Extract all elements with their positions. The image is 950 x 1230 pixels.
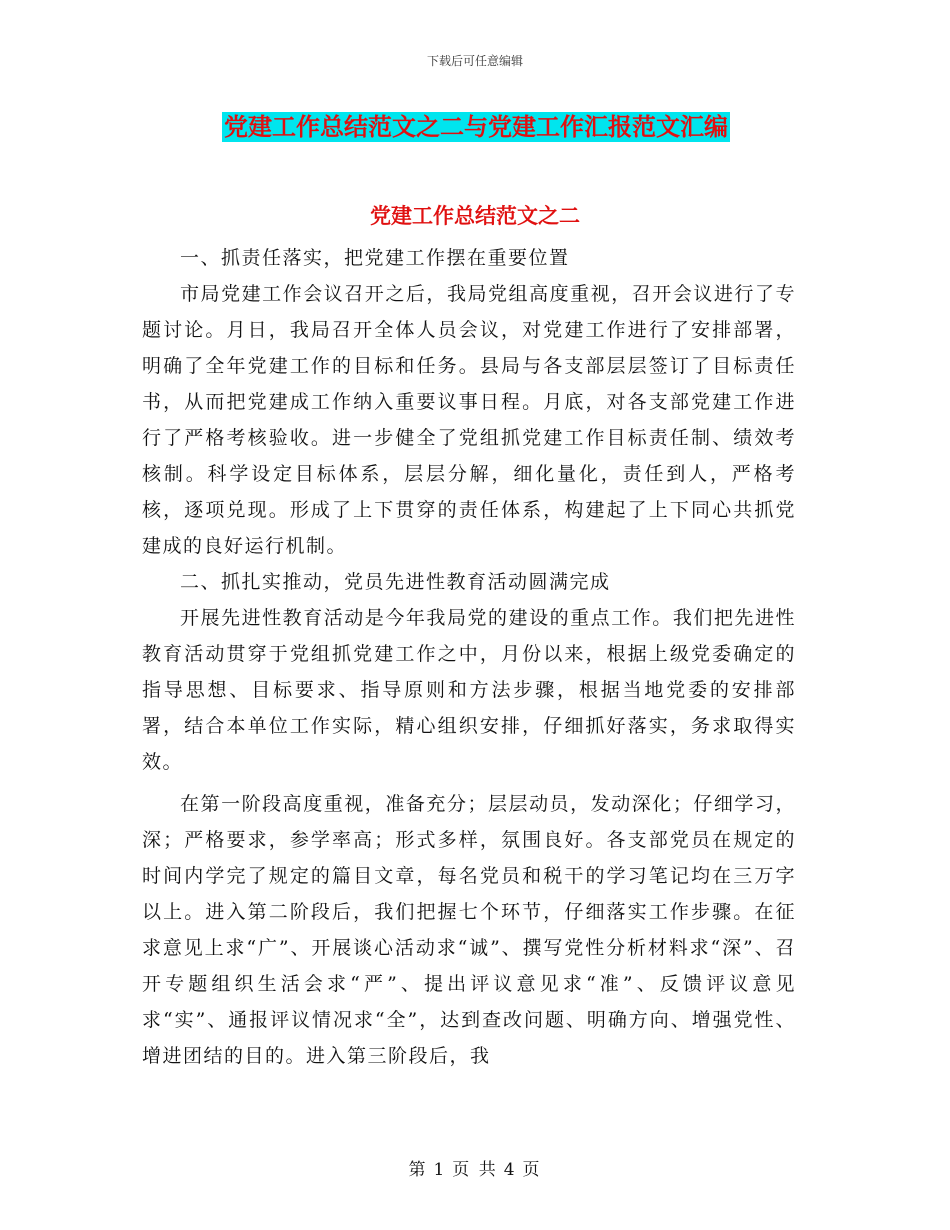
heading-2: 二、抓扎实推动，党员先进性教育活动圆满完成 xyxy=(180,571,611,593)
footer-prefix: 第 xyxy=(408,1160,428,1180)
footer-current-page: 1 xyxy=(433,1160,447,1180)
document-body xyxy=(142,222,796,1074)
paragraph-2: 开展先进性教育活动是今年我局党的建设的重点工作。我们把先进性教育活动贯穿于党组抓党建工作之中，月份以来，根据上级党委确定的指导思想、目标要求、指导原则和方法步骤，根据当地党委的安排部署，结合本单位工作实际，精心组织安排，仔细抓好落实，务求取得实效。 xyxy=(142,607,796,773)
footer-total-pages: 4 xyxy=(503,1160,517,1180)
page-header-note: 下载后可任意编辑 xyxy=(426,54,523,68)
paragraph-1: 市局党建工作会议召开之后，我局党组高度重视，召开会议进行了专题讨论。月日，我局召开全体人员会议，对党建工作进行了安排部署，明确了全年党建工作的目标和任务。县局与各支部层层签订了目标责任书，从而把党建成工作纳入重要议事日程。月底，对各支部党建工作进行了严格考核验收。进一步健全了党组抓党建工作目标责任制、绩效考核制。科学设定目标体系，层层分解，细化量化，责任到人，严格考核，逐项兑现。形成了上下贯穿的责任体系，构建起了上下同心共抓党建成的良好运行机制。 xyxy=(142,283,796,557)
section-title: 党建工作总结范文之二 xyxy=(370,203,580,228)
footer-mid: 页 共 xyxy=(452,1160,498,1180)
page-footer xyxy=(0,1155,950,1180)
footer-suffix: 页 xyxy=(522,1160,542,1180)
document-title: 党建工作总结范文之二与党建工作汇报范文汇编 xyxy=(224,112,728,141)
heading-1: 一、抓责任落实，把党建工作摆在重要位置 xyxy=(180,247,570,269)
paragraph-3: 在第一阶段高度重视，准备充分；层层动员，发动深化；仔细学习，深；严格要求，参学率高；形式多样，氛围良好。各支部党员在规定的时间内学完了规定的篇目文章，每名党员和税干的学习笔记均在三万字以上。进入第二阶段后，我们把握七个环节，仔细落实工作步骤。在征求意见上求“广”、开展谈心活动求“诚”、撰写党性分析材料求“深”、召开专题组织生活会求“严”、提出评议意见求“准”、反馈评议意见求“实”、通报评议情况求“全”，达到查改问题、明确方向、增强党性、增进团结的目的。进入第三阶段后，我 xyxy=(142,793,796,1067)
